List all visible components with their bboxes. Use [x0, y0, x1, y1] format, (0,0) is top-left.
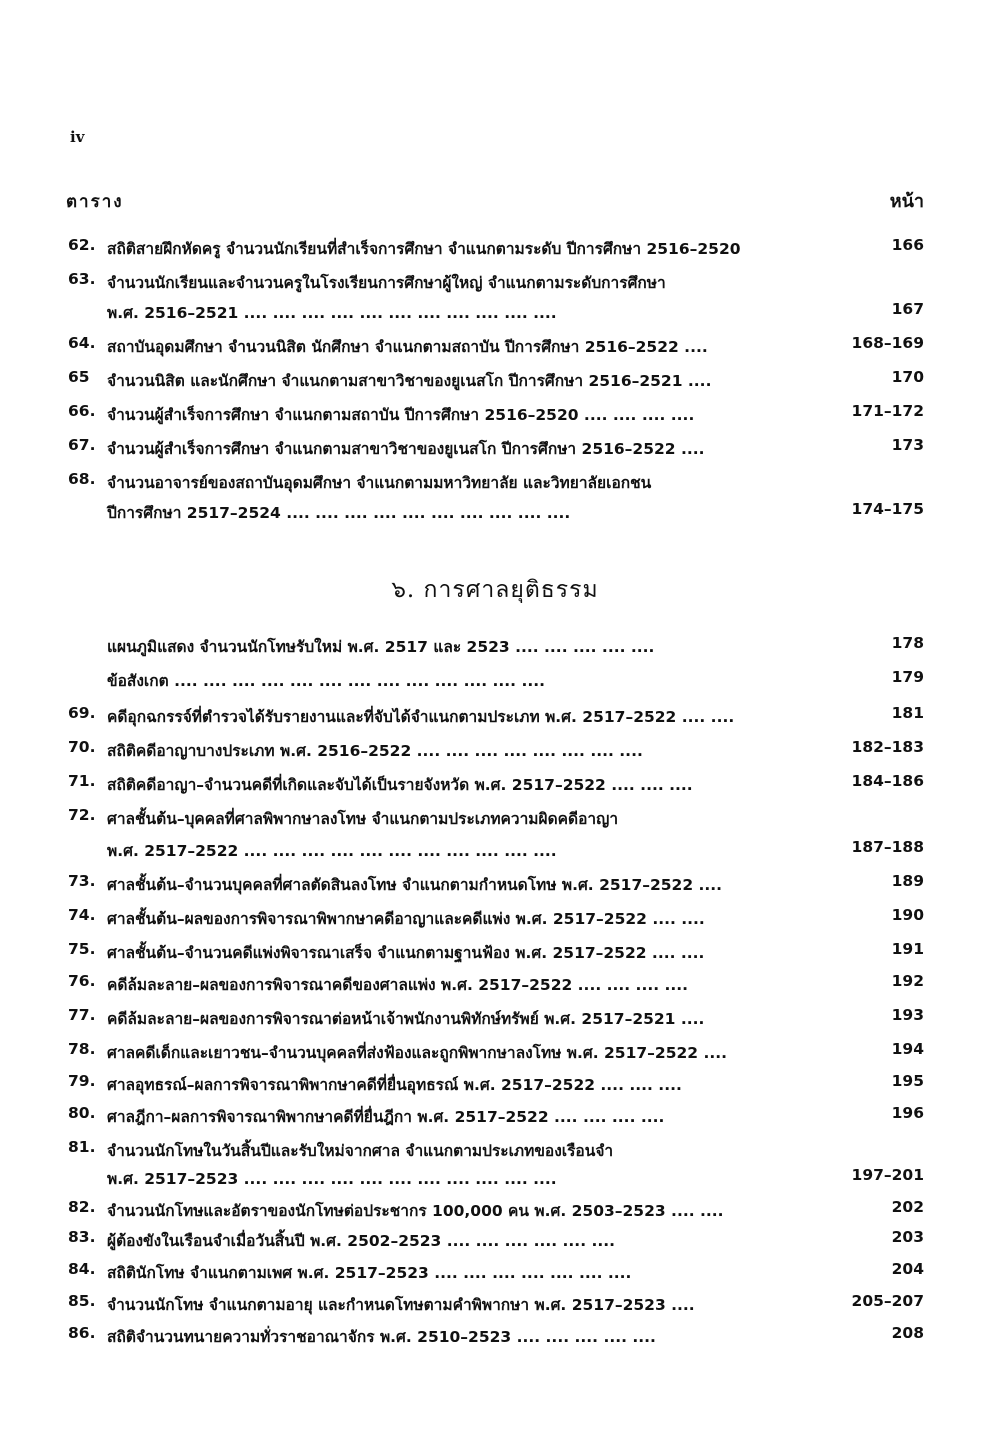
entry-title: พ.ศ. 2517–2522 .... .... .... .... .... .... .... .... .... .... .... [107, 842, 557, 860]
entry-title: สถิติสายฝึกหัดครู จำนวนนักเรียนที่สำเร็จการศึกษา จำแนกตามระดับ ปีการศึกษา 2516–2520 [107, 240, 741, 258]
toc-entry [0, 470, 990, 500]
entry-title: สถิติจำนวนทนายความทั่วราชอาณาจักร พ.ศ. 2510–2523 .... .... .... .... .... [107, 1328, 656, 1346]
toc-entry [0, 1072, 990, 1102]
entry-number: 65 [68, 368, 90, 386]
toc-entry [0, 838, 990, 868]
entry-page: 166 [891, 236, 924, 254]
entry-title: ปีการศึกษา 2517–2524 .... .... .... .... .... .... .... .... .... .... [107, 504, 571, 522]
entry-title: ผู้ต้องขังในเรือนจำเมื่อวันสิ้นปี พ.ศ. 2502–2523 .... .... .... .... .... .... [107, 1232, 616, 1250]
entry-page: 197–201 [851, 1166, 924, 1184]
entry-page: 168–169 [851, 334, 924, 352]
toc-entry [0, 300, 990, 330]
entry-title: แผนภูมิแสดง จำนวนนักโทษรับใหม่ พ.ศ. 2517 และ 2523 .... .... .... .... .... [107, 638, 655, 656]
entry-page: 181 [891, 704, 924, 722]
entry-title: จำนวนอาจารย์ของสถาบันอุดมศึกษา จำแนกตามมหาวิทยาลัย และวิทยาลัยเอกชน [107, 474, 652, 492]
entry-title: คดีล้มละลาย–ผลของการพิจารณาต่อหน้าเจ้าพนักงานพิทักษ์ทรัพย์ พ.ศ. 2517–2521 .... [107, 1010, 705, 1028]
entry-number: 73. [68, 872, 96, 890]
entry-page: 191 [891, 940, 924, 958]
entry-number: 85. [68, 1292, 96, 1310]
entry-number: 67. [68, 436, 96, 454]
entry-page: 195 [891, 1072, 924, 1090]
entry-title: พ.ศ. 2517–2523 .... .... .... .... .... .... .... .... .... .... .... [107, 1170, 557, 1188]
entry-title: จำนวนนักโทษ จำแนกตามอายุ และกำหนดโทษตามคำพิพากษา พ.ศ. 2517–2523 .... [107, 1296, 695, 1314]
toc-entry [0, 772, 990, 802]
entry-page: 193 [891, 1006, 924, 1024]
entry-title: คดีอุกฉกรรจ์ที่ตำรวจได้รับรายงานและที่จับได้จำแนกตามประเภท พ.ศ. 2517–2522 .... .... [107, 708, 735, 726]
entry-page: 203 [891, 1228, 924, 1246]
entry-number: 77. [68, 1006, 96, 1024]
entry-number: 74. [68, 906, 96, 924]
entry-page: 174–175 [851, 500, 924, 518]
entry-page: 173 [891, 436, 924, 454]
entry-title: ข้อสังเกต .... .... .... .... .... .... .... .... .... .... .... .... .... [107, 672, 546, 690]
entry-number: 63. [68, 270, 96, 288]
entry-number: 64. [68, 334, 96, 352]
toc-entry [0, 270, 990, 300]
entry-title: จำนวนผู้สำเร็จการศึกษา จำแนกตามสถาบัน ปีการศึกษา 2516–2520 .... .... .... .... [107, 406, 695, 424]
toc-entry [0, 1166, 990, 1196]
entry-page: 171–172 [851, 402, 924, 420]
entry-number: 80. [68, 1104, 96, 1122]
toc-entry [0, 634, 990, 664]
section-title: ๖. การศาลยุติธรรม [391, 577, 599, 603]
entry-number: 71. [68, 772, 96, 790]
toc-entry [0, 1040, 990, 1070]
toc-entry [0, 704, 990, 734]
entry-number: 68. [68, 470, 96, 488]
entry-title: ศาลชั้นต้น–ผลของการพิจารณาพิพากษาคดีอาญาและคดีแพ่ง พ.ศ. 2517–2522 .... .... [107, 910, 705, 928]
entry-title: สถิตินักโทษ จำแนกตามเพศ พ.ศ. 2517–2523 .... .... .... .... .... .... .... [107, 1264, 632, 1282]
entry-title: จำนวนผู้สำเร็จการศึกษา จำแนกตามสาขาวิชาของยูเนสโก ปีการศึกษา 2516–2522 .... [107, 440, 705, 458]
toc-entry [0, 368, 990, 398]
toc-entry [0, 1138, 990, 1168]
toc-entry [0, 402, 990, 432]
entry-title: ศาลชั้นต้น–บุคคลที่ศาลพิพากษาลงโทษ จำแนกตามประเภทความผิดคดีอาญา [107, 810, 619, 828]
entry-number: 86. [68, 1324, 96, 1342]
entry-page: 182–183 [851, 738, 924, 756]
entry-page: 178 [891, 634, 924, 652]
toc-entry [0, 806, 990, 836]
toc-entry [0, 872, 990, 902]
entry-page: 184–186 [851, 772, 924, 790]
table-column-heading: ตาราง [66, 192, 124, 212]
entry-page: 189 [891, 872, 924, 890]
toc-entry [0, 1006, 990, 1036]
toc-entry [0, 1260, 990, 1290]
toc-entry [0, 1228, 990, 1258]
toc-entry [0, 1104, 990, 1134]
entry-page: 167 [891, 300, 924, 318]
entry-number: 82. [68, 1198, 96, 1216]
entry-title: พ.ศ. 2516–2521 .... .... .... .... .... .... .... .... .... .... .... [107, 304, 557, 322]
entry-title: ศาลชั้นต้น–จำนวนบุคคลที่ศาลตัดสินลงโทษ จำแนกตามกำหนดโทษ พ.ศ. 2517–2522 .... [107, 876, 723, 894]
entry-number: 72. [68, 806, 96, 824]
toc-entry [0, 1324, 990, 1354]
toc-entry [0, 738, 990, 768]
entry-title: สถิติคดีอาญา–จำนวนคดีที่เกิดและจับได้เป็นรายจังหวัด พ.ศ. 2517–2522 .... .... .... [107, 776, 693, 794]
entry-number: 69. [68, 704, 96, 722]
entry-number: 84. [68, 1260, 96, 1278]
entry-title: ศาลฎีกา–ผลการพิจารณาพิพากษาคดีที่ยื่นฎีกา พ.ศ. 2517–2522 .... .... .... .... [107, 1108, 665, 1126]
toc-entry [0, 436, 990, 466]
entry-title: ศาลชั้นต้น–จำนวนคดีแพ่งพิจารณาเสร็จ จำแนกตามฐานฟ้อง พ.ศ. 2517–2522 .... .... [107, 944, 705, 962]
entry-page: 179 [891, 668, 924, 686]
toc-entry [0, 236, 990, 266]
entry-title: ศาลอุทธรณ์–ผลการพิจารณาพิพากษาคดีที่ยื่นอุทธรณ์ พ.ศ. 2517–2522 .... .... .... [107, 1076, 682, 1094]
entry-number: 75. [68, 940, 96, 958]
entry-page: 204 [891, 1260, 924, 1278]
entry-title: คดีล้มละลาย–ผลของการพิจารณาคดีของศาลแพ่ง พ.ศ. 2517–2522 .... .... .... .... [107, 976, 689, 994]
entry-title: จำนวนนักโทษในวันสิ้นปีและรับใหม่จากศาล จำแนกตามประเภทของเรือนจำ [107, 1142, 614, 1160]
entry-title: สถิติคดีอาญาบางประเภท พ.ศ. 2516–2522 .... .... .... .... .... .... .... .... [107, 742, 643, 760]
entry-title: จำนวนนักโทษและอัตราของนักโทษต่อประชากร 100,000 คน พ.ศ. 2503–2523 .... .... [107, 1202, 724, 1220]
toc-entry [0, 972, 990, 1002]
page-number: iv [70, 128, 85, 146]
entry-page: 202 [891, 1198, 924, 1216]
entry-number: 81. [68, 1138, 96, 1156]
entry-title: จำนวนนิสิต และนักศึกษา จำแนกตามสาขาวิชาของยูเนสโก ปีการศึกษา 2516–2521 .... [107, 372, 712, 390]
toc-entry [0, 500, 990, 530]
entry-page: 205–207 [851, 1292, 924, 1310]
entry-title: ศาลคดีเด็กและเยาวชน–จำนวนบุคคลที่ส่งฟ้องและถูกพิพากษาลงโทษ พ.ศ. 2517–2522 .... [107, 1044, 727, 1062]
entry-page: 187–188 [851, 838, 924, 856]
entry-title: จำนวนนักเรียนและจำนวนครูในโรงเรียนการศึกษาผู้ใหญ่ จำแนกตามระดับการศึกษา [107, 274, 666, 292]
entry-page: 192 [891, 972, 924, 990]
toc-entry [0, 906, 990, 936]
entry-page: 194 [891, 1040, 924, 1058]
entry-number: 76. [68, 972, 96, 990]
page-column-heading: หน้า [889, 191, 924, 212]
entry-number: 62. [68, 236, 96, 254]
entry-number: 66. [68, 402, 96, 420]
entry-page: 196 [891, 1104, 924, 1122]
entry-number: 83. [68, 1228, 96, 1246]
entry-page: 170 [891, 368, 924, 386]
toc-entry [0, 1292, 990, 1322]
entry-title: สถาบันอุดมศึกษา จำนวนนิสิต นักศึกษา จำแนกตามสถาบัน ปีการศึกษา 2516–2522 .... [107, 338, 708, 356]
entry-number: 78. [68, 1040, 96, 1058]
entry-page: 190 [891, 906, 924, 924]
toc-entry [0, 940, 990, 970]
entry-number: 70. [68, 738, 96, 756]
entry-page: 208 [891, 1324, 924, 1342]
toc-entry [0, 1198, 990, 1228]
toc-entry [0, 668, 990, 698]
entry-number: 79. [68, 1072, 96, 1090]
toc-entry [0, 334, 990, 364]
